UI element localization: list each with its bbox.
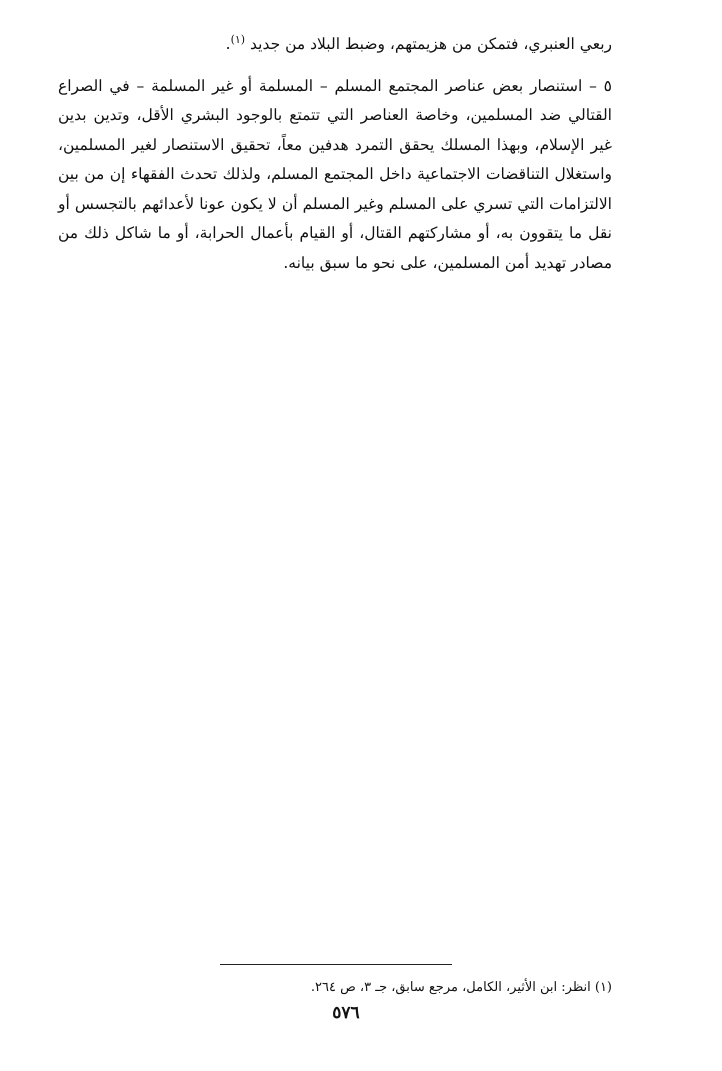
text-line [58, 30, 612, 60]
text-line: الالتزامات التي تسري على المسلم وغير المسلم أن لا يكون عونا لأعدائهم بالتجسس أو [58, 194, 612, 213]
text-line: القتالي ضد المسلمين، وخاصة العناصر التي تتمتع بالوجود البشري الأقل، وتدين بدين [58, 106, 612, 124]
footnote-separator [220, 964, 452, 965]
text-line: غير الإسلام، وبهذا المسلك يحقق التمرد هدفين معاً، تحقيق الاستنصار لغير المسلمين، [58, 135, 612, 154]
text-line: مصادر تهديد أمن المسلمين، على نحو ما سبق بيانه. [283, 253, 612, 272]
body-text [58, 30, 612, 278]
footnote-reference: (١) [230, 32, 246, 46]
text-line-content: ربعي العنبري، فتمكن من هزيمتهم، وضبط البلاد من جديد [250, 35, 612, 53]
paragraph-gap [58, 60, 612, 72]
text-line: واستغلال التناقضات الاجتماعية داخل المجتمع المسلم، ولذلك تحدث الفقهاء إن من بين [58, 165, 612, 183]
page-number: ٥٧٦ [332, 1003, 360, 1023]
text-line: ٥ – استنصار بعض عناصر المجتمع المسلم – المسلمة أو غير المسلمة – في الصراع [58, 76, 612, 95]
footnote: (١) انظر: ابن الأثير، الكامل، مرجع سابق، جـ ٣، ص ٢٦٤. [310, 980, 612, 995]
sentence-end: . [225, 35, 231, 53]
text-line: نقل ما يتقوون به، أو مشاركتهم القتال، أو القيام بأعمال الحرابة، أو ما شاكل ذلك من [58, 224, 612, 242]
